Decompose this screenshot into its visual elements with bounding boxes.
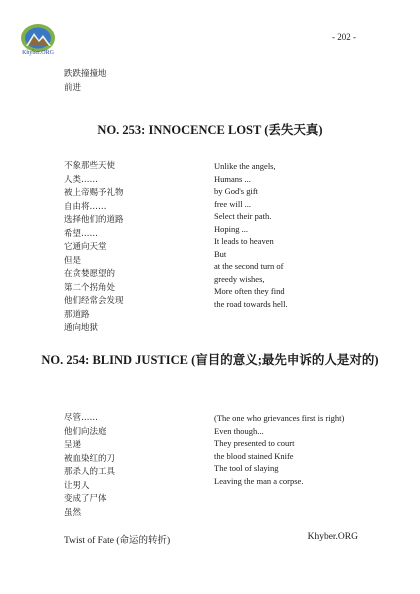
poem-line: Even though... <box>214 425 264 436</box>
poem-253-title: NO. 253: INNOCENCE LOST (丢失天真) <box>97 123 323 137</box>
poem-line: 希望…… <box>64 228 99 239</box>
poem-line: 尽管…… <box>64 413 99 423</box>
poem-line: at the second turn of <box>214 261 284 271</box>
logo-text: Khyber.ORG <box>22 50 54 56</box>
intro-line: 前进 <box>64 82 82 93</box>
poem-line: But <box>214 248 227 259</box>
poem-254-title: NO. 254: BLIND JUSTICE (盲目的意义;最先申诉的人是对的) <box>41 353 379 367</box>
poem-line: 在贪婪愿望的 <box>64 269 116 279</box>
poem-line: 被血染红的刀 <box>64 453 116 464</box>
poem-line: Leaving the man a corpse. <box>214 475 304 486</box>
poem-line: 选择他们的道路 <box>64 215 124 225</box>
poem-line: 虽然 <box>64 507 82 518</box>
intro-text <box>64 68 107 95</box>
poem-line: 人类…… <box>64 174 99 185</box>
poem-line: 那杀人的工具 <box>64 467 116 477</box>
poem-line: They presented to court <box>214 438 295 448</box>
poem-line: 它通向天堂 <box>64 242 107 252</box>
poem-line: Select their path. <box>214 211 272 221</box>
poem-line: 但是 <box>64 255 82 266</box>
poem-line: 让男人 <box>64 480 90 491</box>
poem-line: greedy wishes, <box>214 273 265 284</box>
poem-line: The tool of slaying <box>214 463 279 473</box>
poem-line: Unlike the angels, <box>214 161 276 171</box>
poem-line: It leads to heaven <box>214 236 274 246</box>
poem-line: 被上帝赐予礼物 <box>64 188 124 198</box>
poem-line: 通向地狱 <box>64 323 99 333</box>
poem-line: 呈递 <box>64 440 82 450</box>
poem-line: 他们经常会发现 <box>64 296 124 306</box>
poem-line: (The one who grievances first is right) <box>214 413 345 423</box>
poem-line: the blood stained Knife <box>214 450 294 461</box>
poem-254-chinese <box>64 412 115 520</box>
poem-line: 第二个拐角处 <box>64 282 116 293</box>
poem-line: free will ... <box>214 198 252 209</box>
poem-line: by God's gift <box>214 186 259 196</box>
footer-site: Khyber.ORG <box>307 532 358 542</box>
poem-line: 那道路 <box>64 309 90 320</box>
poem-line: the road towards hell. <box>214 298 288 309</box>
poem-line: Hoping ... <box>214 223 248 234</box>
poem-line: 自由将…… <box>64 201 107 212</box>
intro-line: 跌跌撞撞地 <box>64 69 107 79</box>
poem-line: 变成了尸体 <box>64 494 107 504</box>
page-number: - 202 - <box>332 32 356 42</box>
poem-line: More often they find <box>214 286 285 296</box>
poem-line: 他们向法庭 <box>64 426 107 437</box>
footer-book-title: Twist of Fate (命运的转折) <box>64 536 171 546</box>
poem-253-english <box>214 160 357 310</box>
poem-line: Humans ... <box>214 173 251 184</box>
poem-line: 不象那些天使 <box>64 161 116 171</box>
poem-253-chinese <box>64 160 124 336</box>
poem-254-english <box>214 412 357 487</box>
